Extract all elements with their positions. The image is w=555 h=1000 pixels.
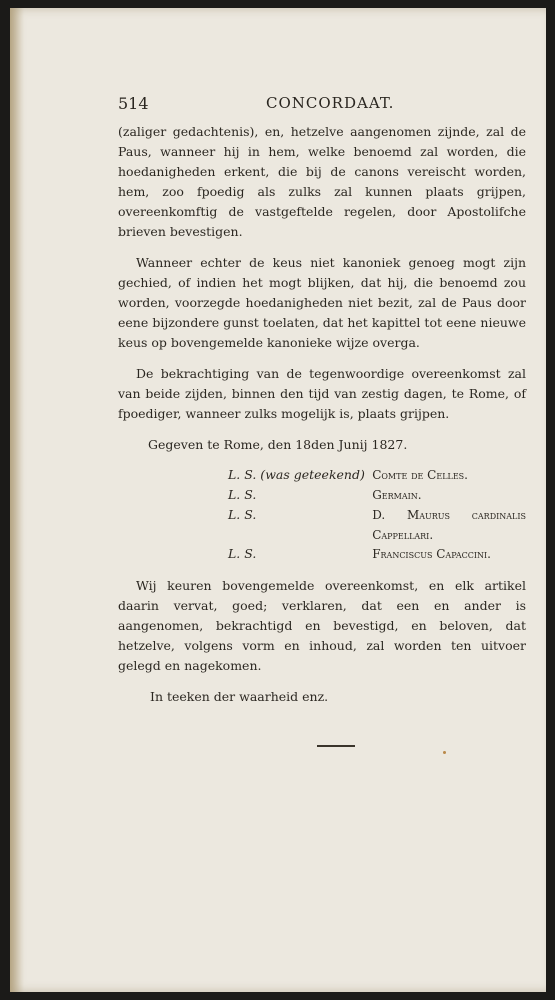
seal-mark: L. S. (228, 507, 257, 522)
page-gutter-shadow (10, 8, 24, 992)
signature-row (118, 544, 526, 564)
closing-line: In teeken der waarheid enz. (150, 689, 329, 704)
signature-row (118, 485, 526, 505)
seal-mark: L. S. (228, 487, 257, 502)
signatory-name: Germain. (372, 488, 422, 502)
signatory-name: D. Maurus cardinalis Cappellari. (372, 508, 526, 542)
page-number: 514 (118, 94, 149, 113)
signature-row (118, 465, 526, 485)
signature-row (118, 505, 526, 544)
running-title: CONCORDAAT. (266, 94, 395, 112)
signatory-name: Comte de Celles. (372, 468, 468, 482)
paragraph: (zaliger gedachtenis), en, hetzelve aangenomen zijnde, zal de Paus, wanneer hij in hem, welke benoemd zal worden, die hoedanigheden erkent, die bij de canons vereischt worden, hem, zoo fpoedig als zulks zal kunnen plaats grijpen, overeenkomftig de vastgeftelde regelen, door Apostolifche brieven bevestigen. (118, 124, 526, 239)
approval-paragraph: Wij keuren bovengemelde overeenkomst, en elk artikel daarin vervat, goed; verklaren, dat een en ander is aangenomen, bekrachtigd en bevestigd, en beloven, dat hetzelve, volgens vorm en inhoud, zal worden ten uitvoer gelegd en nagekomen. (118, 578, 526, 673)
paragraph: Wanneer echter de keus niet kanoniek genoeg mogt zijn gechied, of indien het mogt blijken, dat hij, die benoemd zou worden, voorzegde hoedanigheden niet bezit, zal de Paus door eene bijzondere gunst toelaten, dat het kapittel tot eene nieuwe keus op bovengemelde kanonieke wijze overga. (118, 255, 526, 350)
body-text (118, 122, 526, 718)
page-header (118, 94, 504, 116)
date-line: Gegeven te Rome, den 18den Junij 1827. (148, 437, 408, 452)
signatory-name: Franciscus Capaccini. (372, 547, 491, 561)
paragraph: De bekrachtiging van de tegenwoordige overeenkomst zal van beide zijden, binnen den tijd van zestig dagen, te Rome, of fpoediger, wanneer zulks mogelijk is, plaats grijpen. (118, 366, 526, 421)
seal-mark: L. S. (was geteekend) (228, 467, 365, 482)
book-page (10, 8, 546, 992)
ink-spot (443, 751, 446, 754)
seal-mark: L. S. (228, 546, 257, 561)
end-rule (317, 745, 355, 747)
signature-block (118, 465, 526, 564)
